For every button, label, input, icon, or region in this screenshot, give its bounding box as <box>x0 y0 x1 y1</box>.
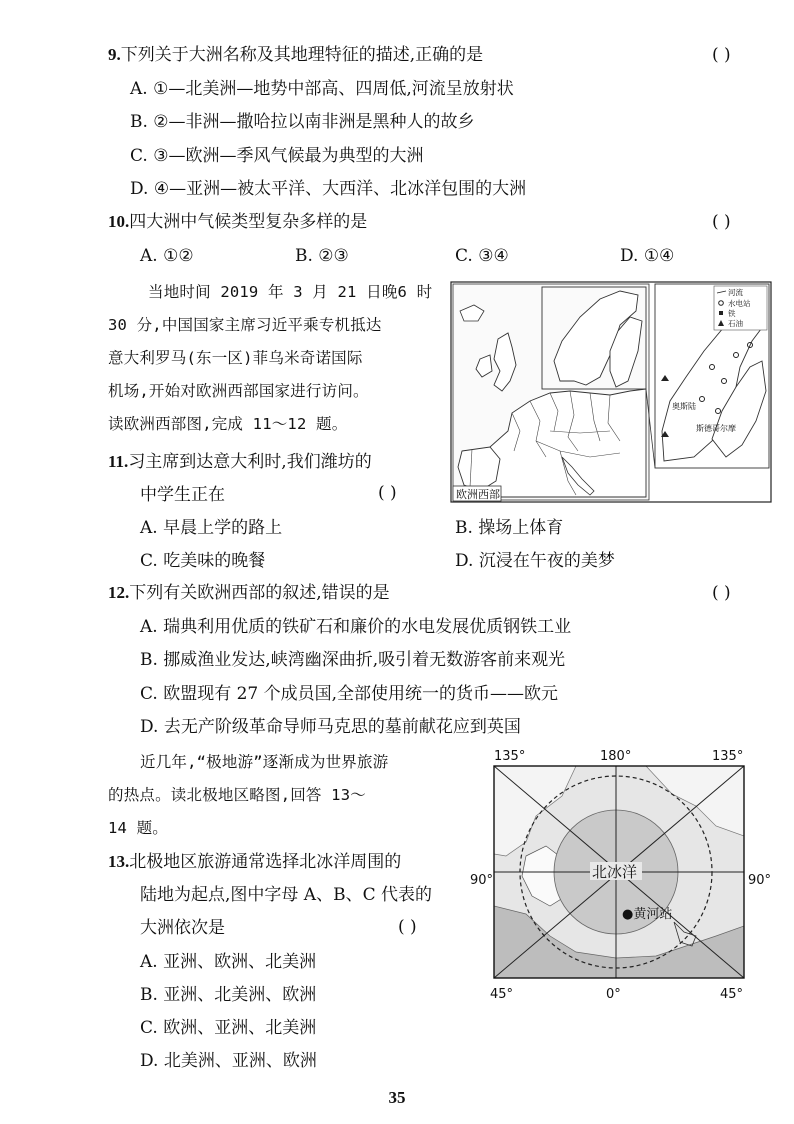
label-stockholm: 斯德哥尔摩 <box>696 424 736 433</box>
arctic-ocean-label: 北冰洋 <box>592 863 638 881</box>
q10-option-b: B. ②③ <box>295 246 349 266</box>
label-oslo: 奥斯陆 <box>672 402 696 411</box>
passage1-line-5: 读欧洲西部图,完成 11～12 题。 <box>108 415 348 433</box>
q10-number: 10. <box>108 212 130 231</box>
lon-label-90-right: 90° <box>748 873 772 888</box>
q13-answer-blank: ( ) <box>398 917 417 937</box>
passage2-line-3: 14 题。 <box>108 819 168 837</box>
q9-option-d: D. ④—亚洲—被太平洋、大西洋、北冰洋包围的大洲 <box>130 179 527 199</box>
q10-option-a: A. ①② <box>140 246 194 266</box>
lon-label-90-left: 90° <box>470 873 494 888</box>
q11-option-d: D. 沉浸在午夜的美梦 <box>455 551 615 571</box>
legend-oil: 石油 <box>728 319 743 328</box>
passage1-line-3: 意大利罗马(东一区)菲乌米奇诺国际 <box>108 349 363 367</box>
q13-option-a: A. 亚洲、欧洲、北美洲 <box>140 952 317 972</box>
q9-option-a: A. ①—北美洲—地势中部高、四周低,河流呈放射状 <box>130 79 514 99</box>
q12-stem: 下列有关欧洲西部的叙述,错误的是 <box>129 583 390 603</box>
lon-label-45-right: 45° <box>720 987 744 1002</box>
q10-option-c: C. ③④ <box>455 246 509 266</box>
q11-number: 11. <box>108 452 129 471</box>
lon-label-0: 0° <box>606 987 621 1002</box>
passage1-line-4: 机场,开始对欧洲西部国家进行访问。 <box>108 382 369 400</box>
passage2-line-1: 近几年,“极地游”逐渐成为世界旅游 <box>140 753 389 771</box>
legend-river: 河流 <box>728 288 743 297</box>
q11-option-b: B. 操场上体育 <box>455 518 564 538</box>
lon-label-135e-top: 135° <box>712 749 744 764</box>
q12-stem-line <box>108 582 390 604</box>
q10-stem-line <box>108 211 367 233</box>
passage1-line-2: 30 分,中国国家主席习近平乘专机抵达 <box>108 316 382 334</box>
legend-hydropower: 水电站 <box>728 299 751 308</box>
q11-stem-1: 习主席到达意大利时,我们潍坊的 <box>128 452 372 472</box>
q13-stem-1: 北极地区旅游通常选择北冰洋周围的 <box>129 852 402 872</box>
q10-stem: 四大洲中气候类型复杂多样的是 <box>129 212 368 232</box>
passage1-line-1: 当地时间 2019 年 3 月 21 日晚6 时 <box>148 283 433 301</box>
q11-stem-line-2: 中学生正在 <box>140 485 225 505</box>
q12-option-b: B. 挪威渔业发达,峡湾幽深曲折,吸引着无数游客前来观光 <box>140 650 566 670</box>
passage2-line-2: 的热点。读北极地区略图,回答 13～ <box>108 786 366 804</box>
q11-option-c: C. 吃美味的晚餐 <box>140 551 266 571</box>
q12-answer-blank: ( ) <box>712 583 731 603</box>
q13-stem-line-2: 陆地为起点,图中字母 A、B、C 代表的 <box>140 885 432 905</box>
lon-label-180: 180° <box>600 749 632 764</box>
q13-option-b: B. 亚洲、北美洲、欧洲 <box>140 985 317 1005</box>
q9-stem-line <box>108 44 483 66</box>
europe-west-map <box>450 281 772 503</box>
q13-stem-line-1 <box>108 851 401 873</box>
page-number: 35 <box>388 1088 406 1107</box>
lon-label-45-left: 45° <box>490 987 514 1002</box>
arctic-region-map <box>466 746 778 1004</box>
q9-option-c: C. ③—欧洲—季风气候最为典型的大洲 <box>130 146 424 166</box>
q10-option-d: D. ①④ <box>620 246 675 266</box>
europe-map-caption: 欧洲西部 <box>456 488 500 501</box>
q12-option-a: A. 瑞典利用优质的铁矿石和廉价的水电发展优质钢铁工业 <box>140 617 572 637</box>
q12-option-c: C. 欧盟现有 27 个成员国,全部使用统一的货币——欧元 <box>140 684 559 704</box>
q12-option-d: D. 去无产阶级革命导师马克思的墓前献花应到英国 <box>140 717 521 737</box>
q9-option-b: B. ②—非洲—撒哈拉以南非洲是黑种人的故乡 <box>130 112 475 132</box>
q10-answer-blank: ( ) <box>712 212 731 232</box>
q13-option-c: C. 欧洲、亚洲、北美洲 <box>140 1018 317 1038</box>
q9-stem: 下列关于大洲名称及其地理特征的描述,正确的是 <box>120 45 484 65</box>
iron-icon <box>719 311 723 315</box>
q13-option-d: D. 北美洲、亚洲、欧洲 <box>140 1051 317 1071</box>
q9-number: 9. <box>108 45 121 64</box>
q13-number: 13. <box>108 852 130 871</box>
huanghe-station-label: ●黄河站 <box>622 907 673 922</box>
lon-label-135w-top: 135° <box>494 749 526 764</box>
q11-option-a: A. 早晨上学的路上 <box>140 518 283 538</box>
q9-answer-blank: ( ) <box>712 45 731 65</box>
q11-stem-line-1 <box>108 451 372 473</box>
q12-number: 12. <box>108 583 130 602</box>
q11-answer-blank: ( ) <box>378 483 397 503</box>
q13-stem-line-3: 大洲依次是 <box>140 918 225 938</box>
legend-iron: 铁 <box>728 309 736 318</box>
